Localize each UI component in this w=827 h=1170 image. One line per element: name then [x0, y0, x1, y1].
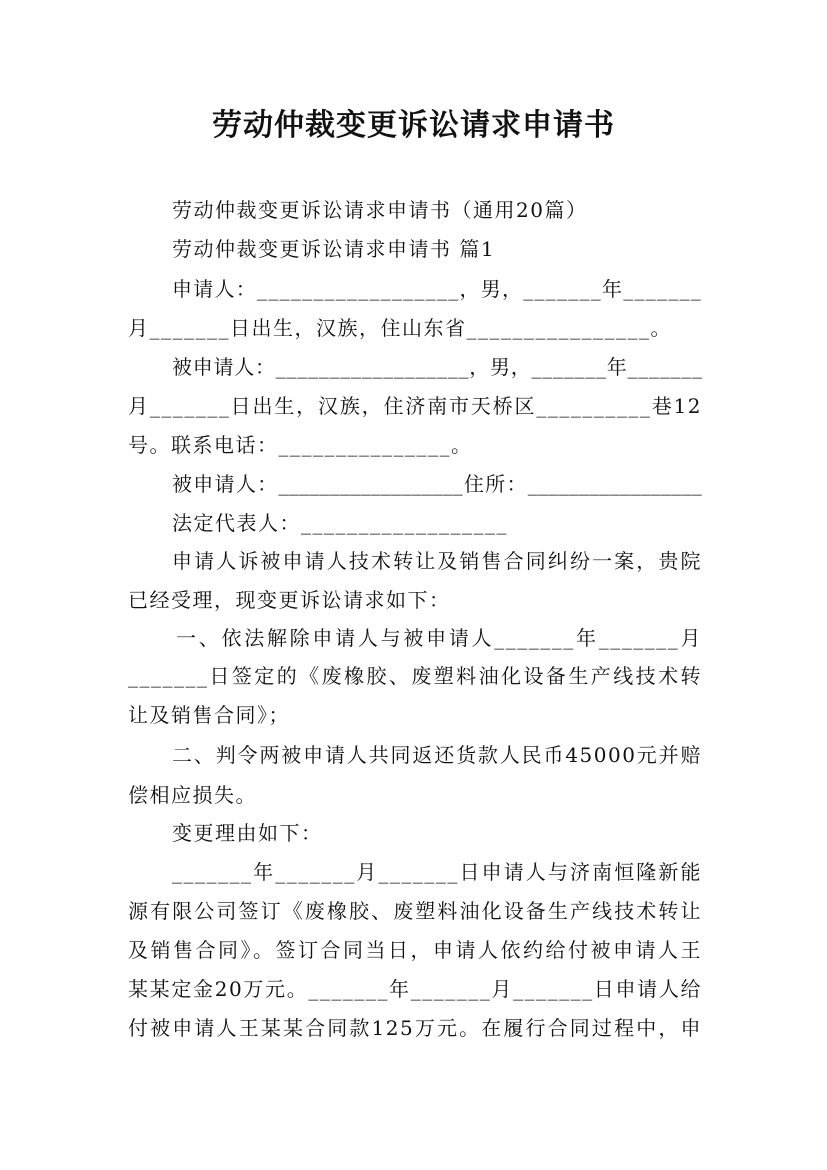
text-line: 被申请人：__________________，男，_______年_______	[172, 355, 703, 379]
text-line: 已经受理，现变更诉讼请求如下：	[128, 588, 451, 612]
text-line: 让及销售合同》；	[128, 703, 290, 727]
text-line: 源有限公司签订《废橡胶、废塑料油化设备生产线技术转让	[128, 899, 702, 923]
text-line: 偿相应损失。	[128, 783, 257, 807]
text-line: 某某定金20万元。_______年_______月_______日申请人给	[128, 977, 702, 1001]
text-line: 月_______日出生，汉族，住山东省________________。	[128, 316, 672, 340]
text-line: 被申请人：__________________住所：_________________	[172, 472, 702, 496]
text-line: 法定代表人：__________________	[172, 511, 508, 535]
document-title: 劳动仲裁变更诉讼请求申请书	[212, 108, 615, 143]
text-line: 付被申请人王某某合同款125万元。在履行合同过程中，申	[128, 1016, 702, 1040]
text-line: 一、依法解除申请人与被申请人_______年_______月	[176, 626, 702, 650]
text-line: _______日签定的《废橡胶、废塑料油化设备生产线技术转	[128, 664, 702, 688]
text-line: 号。联系电话：_______________。	[128, 433, 473, 457]
text-line: 劳动仲裁变更诉讼请求申请书 篇1	[172, 237, 496, 261]
text-line: 二、判令两被申请人共同返还货款人民币45000元并赔	[172, 743, 702, 767]
text-line: 申请人：__________________，男，_______年_______	[172, 277, 702, 301]
text-line: 月_______日出生，汉族，住济南市天桥区__________巷12	[128, 394, 702, 418]
text-line: 及销售合同》。签订合同当日，申请人依约给付被申请人王	[128, 938, 702, 962]
text-line: 申请人诉被申请人技术转让及销售合同纠纷一案，贵院	[172, 549, 702, 573]
text-line: 变更理由如下：	[172, 821, 323, 845]
text-line: 劳动仲裁变更诉讼请求申请书（通用20篇）	[172, 198, 588, 222]
text-line: _______年_______月_______日申请人与济南恒隆新能	[172, 860, 702, 884]
